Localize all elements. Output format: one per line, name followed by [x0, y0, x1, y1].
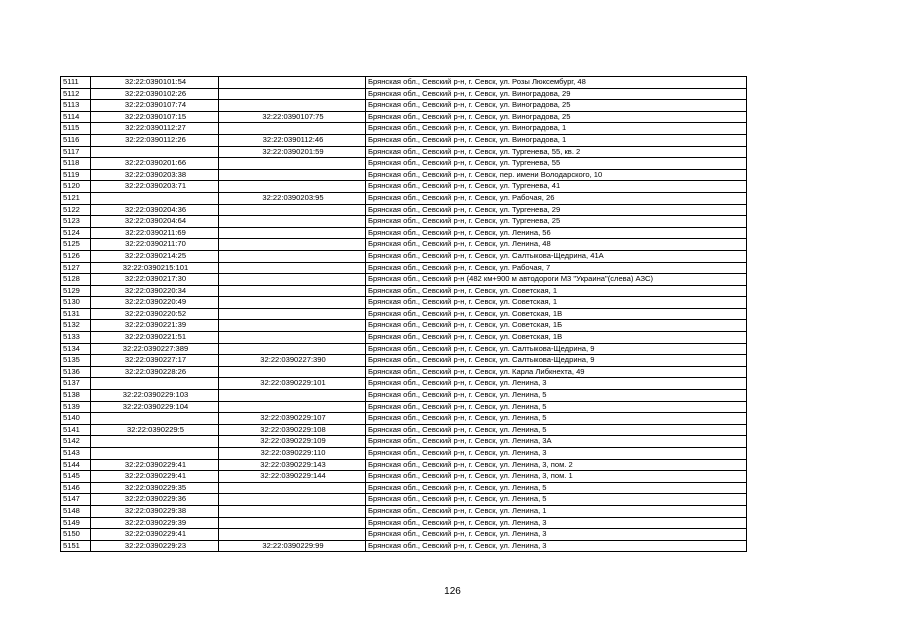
address-cell: Брянская обл., Севский р-н, г. Севск, ул. Карла Либкнехта, 49: [366, 366, 747, 378]
cadastral-number-cell: 32:22:0390229:103: [91, 390, 219, 402]
related-cadastral-number-cell: 32:22:0390229:143: [219, 459, 366, 471]
address-cell: Брянская обл., Севский р-н, г. Севск, ул. Ленина, 5: [366, 413, 747, 425]
cadastral-number-cell: 32:22:0390220:34: [91, 285, 219, 297]
related-cadastral-number-cell: 32:22:0390229:110: [219, 448, 366, 460]
table-row: [61, 448, 747, 460]
row-number-cell: 5128: [61, 274, 91, 286]
row-number-cell: 5123: [61, 216, 91, 228]
row-number-cell: 5131: [61, 308, 91, 320]
address-cell: Брянская обл., Севский р-н (482 км+900 м автодороги М3 "Украина"(слева) АЗС): [366, 274, 747, 286]
related-cadastral-number-cell: [219, 100, 366, 112]
table-row: [61, 390, 747, 402]
row-number-cell: 5122: [61, 204, 91, 216]
table-row: [61, 540, 747, 552]
table-row: [61, 529, 747, 541]
row-number-cell: 5151: [61, 540, 91, 552]
cadastral-number-cell: 32:22:0390220:49: [91, 297, 219, 309]
row-number-cell: 5133: [61, 332, 91, 344]
cadastral-number-cell: [91, 146, 219, 158]
address-cell: Брянская обл., Севский р-н, г. Севск, ул. Ленина, 3: [366, 448, 747, 460]
related-cadastral-number-cell: [219, 297, 366, 309]
row-number-cell: 5142: [61, 436, 91, 448]
address-cell: Брянская обл., Севский р-н, г. Севск, ул. Тургенева, 25: [366, 216, 747, 228]
cadastral-number-cell: 32:22:0390229:39: [91, 517, 219, 529]
cadastral-number-cell: 32:22:0390221:39: [91, 320, 219, 332]
row-number-cell: 5138: [61, 390, 91, 402]
row-number-cell: 5134: [61, 343, 91, 355]
table-row: [61, 88, 747, 100]
address-cell: Брянская обл., Севский р-н, г. Севск, ул. Советская, 1В: [366, 332, 747, 344]
related-cadastral-number-cell: [219, 169, 366, 181]
related-cadastral-number-cell: 32:22:0390201:59: [219, 146, 366, 158]
row-number-cell: 5121: [61, 192, 91, 204]
related-cadastral-number-cell: [219, 77, 366, 89]
table-row: [61, 204, 747, 216]
row-number-cell: 5150: [61, 529, 91, 541]
related-cadastral-number-cell: [219, 216, 366, 228]
address-cell: Брянская обл., Севский р-н, г. Севск, ул. Виноградова, 25: [366, 100, 747, 112]
row-number-cell: 5148: [61, 505, 91, 517]
address-cell: Брянская обл., Севский р-н, г. Севск, ул. Ленина, 5: [366, 482, 747, 494]
cadastral-number-cell: 32:22:0390227:389: [91, 343, 219, 355]
table-row: [61, 459, 747, 471]
row-number-cell: 5116: [61, 134, 91, 146]
address-cell: Брянская обл., Севский р-н, г. Севск, ул. Виноградова, 29: [366, 88, 747, 100]
address-cell: Брянская обл., Севский р-н, г. Севск, ул. Виноградова, 1: [366, 134, 747, 146]
address-cell: Брянская обл., Севский р-н, г. Севск, ул. Ленина, 5: [366, 424, 747, 436]
address-cell: Брянская обл., Севский р-н, г. Севск, ул. Ленина, 3: [366, 517, 747, 529]
related-cadastral-number-cell: [219, 158, 366, 170]
related-cadastral-number-cell: [219, 239, 366, 251]
table-row: [61, 494, 747, 506]
page-number: 126: [444, 586, 461, 597]
table-row: [61, 274, 747, 286]
address-cell: Брянская обл., Севский р-н, г. Севск, ул. Тургенева, 55, кв. 2: [366, 146, 747, 158]
cadastral-number-cell: [91, 413, 219, 425]
address-cell: Брянская обл., Севский р-н, г. Севск, ул. Виноградова, 25: [366, 111, 747, 123]
cadastral-number-cell: 32:22:0390211:69: [91, 227, 219, 239]
table-row: [61, 111, 747, 123]
address-cell: Брянская обл., Севский р-н, г. Севск, пер. имени Володарского, 10: [366, 169, 747, 181]
address-cell: Брянская обл., Севский р-н, г. Севск, ул. Ленина, 3, пом. 2: [366, 459, 747, 471]
related-cadastral-number-cell: [219, 366, 366, 378]
row-number-cell: 5117: [61, 146, 91, 158]
address-cell: Брянская обл., Севский р-н, г. Севск, ул. Рабочая, 26: [366, 192, 747, 204]
table-row: [61, 505, 747, 517]
table-row: [61, 401, 747, 413]
cadastral-number-cell: 32:22:0390211:70: [91, 239, 219, 251]
table-row: [61, 123, 747, 135]
address-cell: Брянская обл., Севский р-н, г. Севск, ул. Ленина, 3: [366, 378, 747, 390]
row-number-cell: 5143: [61, 448, 91, 460]
table-row: [61, 100, 747, 112]
table-row: [61, 262, 747, 274]
related-cadastral-number-cell: [219, 88, 366, 100]
table-row: [61, 413, 747, 425]
cadastral-number-cell: 32:22:0390221:51: [91, 332, 219, 344]
related-cadastral-number-cell: [219, 505, 366, 517]
related-cadastral-number-cell: 32:22:0390229:107: [219, 413, 366, 425]
table-row: [61, 285, 747, 297]
cadastral-number-cell: 32:22:0390203:71: [91, 181, 219, 193]
cadastral-number-cell: 32:22:0390217:30: [91, 274, 219, 286]
table-row: [61, 181, 747, 193]
related-cadastral-number-cell: 32:22:0390229:109: [219, 436, 366, 448]
table-row: [61, 517, 747, 529]
cadastral-number-cell: 32:22:0390214:25: [91, 250, 219, 262]
cadastral-number-cell: 32:22:0390229:35: [91, 482, 219, 494]
cadastral-number-cell: 32:22:0390229:5: [91, 424, 219, 436]
table-row: [61, 320, 747, 332]
row-number-cell: 5126: [61, 250, 91, 262]
related-cadastral-number-cell: [219, 285, 366, 297]
cadastral-number-cell: 32:22:0390229:41: [91, 459, 219, 471]
address-cell: Брянская обл., Севский р-н, г. Севск, ул. Тургенева, 41: [366, 181, 747, 193]
related-cadastral-number-cell: [219, 204, 366, 216]
row-number-cell: 5141: [61, 424, 91, 436]
row-number-cell: 5146: [61, 482, 91, 494]
related-cadastral-number-cell: 32:22:0390112:46: [219, 134, 366, 146]
cadastral-number-cell: 32:22:0390229:23: [91, 540, 219, 552]
cadastral-number-cell: [91, 448, 219, 460]
address-cell: Брянская обл., Севский р-н, г. Севск, ул. Салтыкова-Щедрина, 9: [366, 355, 747, 367]
related-cadastral-number-cell: [219, 227, 366, 239]
table-row: [61, 192, 747, 204]
row-number-cell: 5125: [61, 239, 91, 251]
address-cell: Брянская обл., Севский р-н, г. Севск, ул. Ленина, 5: [366, 494, 747, 506]
address-cell: Брянская обл., Севский р-н, г. Севск, ул. Розы Люксембург, 48: [366, 77, 747, 89]
table-row: [61, 169, 747, 181]
row-number-cell: 5118: [61, 158, 91, 170]
cadastral-number-cell: 32:22:0390229:38: [91, 505, 219, 517]
address-cell: Брянская обл., Севский р-н, г. Севск, ул. Советская, 1: [366, 297, 747, 309]
related-cadastral-number-cell: [219, 343, 366, 355]
table-row: [61, 378, 747, 390]
table-row: [61, 216, 747, 228]
related-cadastral-number-cell: 32:22:0390229:108: [219, 424, 366, 436]
table-row: [61, 134, 747, 146]
cadastral-number-cell: 32:22:0390112:27: [91, 123, 219, 135]
cadastral-number-cell: 32:22:0390229:36: [91, 494, 219, 506]
table-row: [61, 77, 747, 89]
row-number-cell: 5130: [61, 297, 91, 309]
table-row: [61, 146, 747, 158]
address-cell: Брянская обл., Севский р-н, г. Севск, ул. Тургенева, 55: [366, 158, 747, 170]
related-cadastral-number-cell: 32:22:0390203:95: [219, 192, 366, 204]
row-number-cell: 5137: [61, 378, 91, 390]
address-cell: Брянская обл., Севский р-н, г. Севск, ул. Ленина, 3А: [366, 436, 747, 448]
related-cadastral-number-cell: [219, 401, 366, 413]
row-number-cell: 5144: [61, 459, 91, 471]
table-row: [61, 343, 747, 355]
cadastral-number-cell: 32:22:0390215:101: [91, 262, 219, 274]
related-cadastral-number-cell: [219, 181, 366, 193]
related-cadastral-number-cell: [219, 274, 366, 286]
address-cell: Брянская обл., Севский р-н, г. Севск, ул. Ленина, 5: [366, 401, 747, 413]
cadastral-number-cell: 32:22:0390201:66: [91, 158, 219, 170]
address-cell: Брянская обл., Севский р-н, г. Севск, ул. Советская, 1Б: [366, 320, 747, 332]
cadastral-number-cell: 32:22:0390229:104: [91, 401, 219, 413]
table-row: [61, 239, 747, 251]
cadastral-number-cell: 32:22:0390229:41: [91, 471, 219, 483]
related-cadastral-number-cell: 32:22:0390229:101: [219, 378, 366, 390]
cadastral-number-cell: 32:22:0390204:64: [91, 216, 219, 228]
related-cadastral-number-cell: [219, 390, 366, 402]
cadastral-number-cell: [91, 436, 219, 448]
address-cell: Брянская обл., Севский р-н, г. Севск, ул. Тургенева, 29: [366, 204, 747, 216]
related-cadastral-number-cell: [219, 262, 366, 274]
row-number-cell: 5115: [61, 123, 91, 135]
table-row: [61, 436, 747, 448]
cadastral-number-cell: 32:22:0390107:15: [91, 111, 219, 123]
address-cell: Брянская обл., Севский р-н, г. Севск, ул. Советская, 1: [366, 285, 747, 297]
related-cadastral-number-cell: [219, 482, 366, 494]
table-row: [61, 366, 747, 378]
table-row: [61, 227, 747, 239]
address-cell: Брянская обл., Севский р-н, г. Севск, ул. Ленина, 5: [366, 390, 747, 402]
row-number-cell: 5136: [61, 366, 91, 378]
related-cadastral-number-cell: [219, 529, 366, 541]
related-cadastral-number-cell: 32:22:0390107:75: [219, 111, 366, 123]
cadastral-number-cell: 32:22:0390203:38: [91, 169, 219, 181]
related-cadastral-number-cell: [219, 494, 366, 506]
row-number-cell: 5111: [61, 77, 91, 89]
table-row: [61, 424, 747, 436]
cadastral-number-cell: 32:22:0390228:26: [91, 366, 219, 378]
table-row: [61, 250, 747, 262]
row-number-cell: 5120: [61, 181, 91, 193]
cadastral-number-cell: 32:22:0390112:26: [91, 134, 219, 146]
related-cadastral-number-cell: [219, 308, 366, 320]
address-cell: Брянская обл., Севский р-н, г. Севск, ул. Ленина, 3, пом. 1: [366, 471, 747, 483]
row-number-cell: 5124: [61, 227, 91, 239]
related-cadastral-number-cell: 32:22:0390229:99: [219, 540, 366, 552]
cadastral-number-cell: 32:22:0390227:17: [91, 355, 219, 367]
row-number-cell: 5129: [61, 285, 91, 297]
register-table-body: [61, 77, 747, 552]
row-number-cell: 5113: [61, 100, 91, 112]
table-row: [61, 332, 747, 344]
row-number-cell: 5149: [61, 517, 91, 529]
address-cell: Брянская обл., Севский р-н, г. Севск, ул. Ленина, 56: [366, 227, 747, 239]
address-cell: Брянская обл., Севский р-н, г. Севск, ул. Салтыкова-Щедрина, 9: [366, 343, 747, 355]
row-number-cell: 5127: [61, 262, 91, 274]
row-number-cell: 5119: [61, 169, 91, 181]
cadastral-number-cell: 32:22:0390229:41: [91, 529, 219, 541]
cadastral-number-cell: 32:22:0390101:54: [91, 77, 219, 89]
row-number-cell: 5140: [61, 413, 91, 425]
table-row: [61, 308, 747, 320]
row-number-cell: 5139: [61, 401, 91, 413]
cadastral-number-cell: 32:22:0390102:26: [91, 88, 219, 100]
related-cadastral-number-cell: 32:22:0390229:144: [219, 471, 366, 483]
cadastral-number-cell: 32:22:0390204:36: [91, 204, 219, 216]
address-cell: Брянская обл., Севский р-н, г. Севск, ул. Ленина, 48: [366, 239, 747, 251]
table-row: [61, 482, 747, 494]
row-number-cell: 5132: [61, 320, 91, 332]
row-number-cell: 5147: [61, 494, 91, 506]
cadastral-number-cell: 32:22:0390220:52: [91, 308, 219, 320]
table-row: [61, 355, 747, 367]
table-row: [61, 471, 747, 483]
table-row: [61, 158, 747, 170]
table-row: [61, 297, 747, 309]
address-cell: Брянская обл., Севский р-н, г. Севск, ул. Советская, 1В: [366, 308, 747, 320]
cadastral-number-cell: [91, 192, 219, 204]
row-number-cell: 5135: [61, 355, 91, 367]
related-cadastral-number-cell: [219, 123, 366, 135]
address-cell: Брянская обл., Севский р-н, г. Севск, ул. Рабочая, 7: [366, 262, 747, 274]
property-register-table: [60, 76, 747, 552]
row-number-cell: 5114: [61, 111, 91, 123]
address-cell: Брянская обл., Севский р-н, г. Севск, ул. Ленина, 3: [366, 540, 747, 552]
cadastral-number-cell: 32:22:0390107:74: [91, 100, 219, 112]
address-cell: Брянская обл., Севский р-н, г. Севск, ул. Ленина, 3: [366, 529, 747, 541]
address-cell: Брянская обл., Севский р-н, г. Севск, ул. Салтыкова-Щедрина, 41А: [366, 250, 747, 262]
address-cell: Брянская обл., Севский р-н, г. Севск, ул. Ленина, 1: [366, 505, 747, 517]
related-cadastral-number-cell: 32:22:0390227:390: [219, 355, 366, 367]
row-number-cell: 5112: [61, 88, 91, 100]
related-cadastral-number-cell: [219, 320, 366, 332]
row-number-cell: 5145: [61, 471, 91, 483]
related-cadastral-number-cell: [219, 332, 366, 344]
related-cadastral-number-cell: [219, 517, 366, 529]
cadastral-number-cell: [91, 378, 219, 390]
related-cadastral-number-cell: [219, 250, 366, 262]
address-cell: Брянская обл., Севский р-н, г. Севск, ул. Виноградова, 1: [366, 123, 747, 135]
